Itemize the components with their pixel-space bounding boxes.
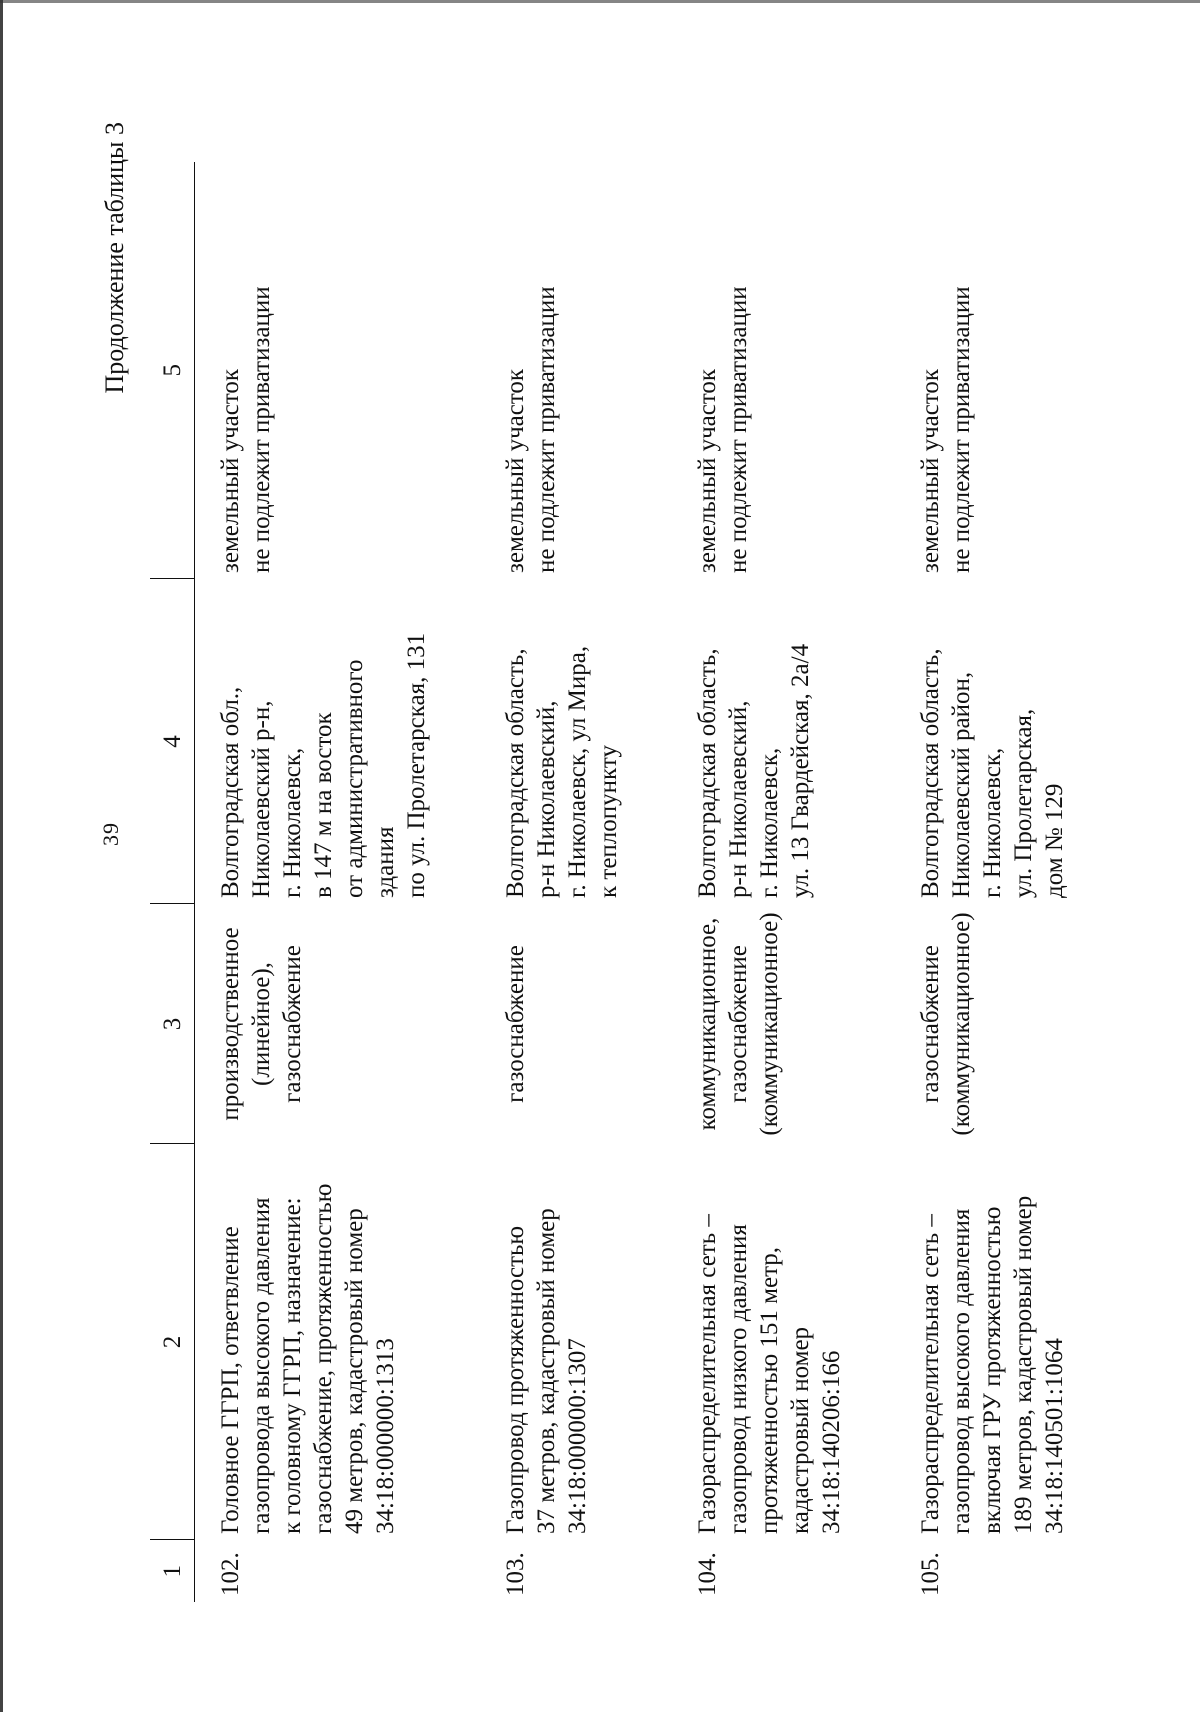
object-name: Газораспределительная сеть – газопровод низкого давления протяженностью 151 метр, кадастровый номер 34:18:140206:166 — [694, 1214, 845, 1534]
row-number: 105. — [917, 1552, 944, 1596]
table-row — [195, 162, 481, 1602]
page-number: 39 — [98, 822, 123, 846]
column-header-5: 5 — [150, 162, 195, 579]
property-table — [150, 162, 1118, 1602]
object-name: Газораспределительная сеть – газопровод высокого давления включая ГРУ протяженностью 189 метров, кадастровый номер 34:18:140501:1064 — [917, 1195, 1068, 1534]
object-name: Головное ГГРП, ответвление газопровода высокого давления к головному ГГРП, назначение: газоснабжение, протяженностью 49 метров, кадастровый номер 34:18:000000:1313 — [217, 1183, 399, 1534]
object-purpose: газоснабжение — [502, 945, 529, 1103]
object-note: земельный участок не подлежит приватизации — [217, 286, 275, 573]
object-purpose: коммуникационное, газоснабжение (коммуникационное) — [694, 912, 783, 1136]
table-body — [195, 162, 1119, 1602]
row-number: 102. — [217, 1552, 244, 1596]
table-header — [150, 162, 195, 1602]
object-purpose: газоснабжение (коммуникационное) — [917, 912, 975, 1136]
header-row — [150, 162, 195, 1602]
table-row — [480, 162, 672, 1602]
column-header-3: 3 — [150, 904, 195, 1144]
object-address: Волгоградская обл., Николаевский р-н, г. Николаевск, в 147 м на восток от административного здания по ул. Пролетарская, 131 — [217, 632, 430, 898]
object-note: земельный участок не подлежит приватизации — [917, 286, 975, 573]
object-purpose: производственное (линейное), газоснабжение — [217, 927, 306, 1121]
object-note: земельный участок не подлежит приватизации — [694, 286, 752, 573]
object-address: Волгоградская область, р-н Николаевский, г. Николаевск, ул Мира, к теплопункту — [502, 645, 622, 898]
row-number: 103. — [502, 1552, 529, 1596]
object-name: Газопровод протяженностью 37 метров, кадастровый номер 34:18:000000:1307 — [502, 1208, 591, 1534]
continuation-label: Продолжение таблицы 3 — [100, 122, 129, 394]
object-address: Волгоградская область, Николаевский район, г. Николаевск, ул. Пролетарская, дом № 129 — [917, 648, 1068, 898]
column-header-2: 2 — [150, 1144, 195, 1540]
object-address: Волгоградская область, р-н Николаевский, г. Николаевск, ул. 13 Гвардейская, 2а/4 — [694, 643, 814, 898]
row-number: 104. — [694, 1552, 721, 1596]
table-row — [672, 162, 895, 1602]
column-header-4: 4 — [150, 579, 195, 904]
table-row — [895, 162, 1118, 1602]
object-note: земельный участок не подлежит приватизации — [502, 286, 560, 573]
column-header-1: 1 — [150, 1540, 195, 1602]
